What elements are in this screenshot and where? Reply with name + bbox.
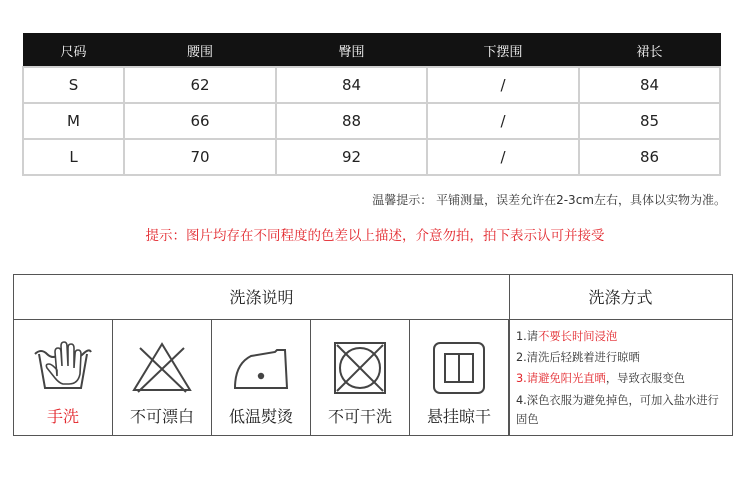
table-row xyxy=(23,139,720,175)
header-waist: 腰围 xyxy=(124,34,276,68)
low-iron-label: 低温熨烫 xyxy=(228,407,293,426)
color-difference-hint: 提示：图片均存在不同程度的色差以上描述，介意勿拍，拍下表示认可并接受 xyxy=(145,228,605,244)
care-icon-cell xyxy=(212,320,311,435)
table-cell: 88 xyxy=(276,103,427,139)
header-size: 尺码 xyxy=(23,34,124,68)
instruction-text: ，导致衣服变色 xyxy=(605,372,685,385)
table-row xyxy=(23,67,720,103)
care-icon-cell xyxy=(311,320,410,435)
table-cell: M xyxy=(23,103,124,139)
table-cell: 86 xyxy=(579,139,720,175)
instruction-highlight: 不要长时间浸泡 xyxy=(538,330,618,343)
list-item xyxy=(516,368,726,389)
hang-dry-icon xyxy=(427,340,491,396)
instruction-highlight: 3.请避免阳光直晒 xyxy=(516,372,606,385)
list-item: 4.深色衣服为避免掉色，可加入盐水进行固色 xyxy=(516,394,719,426)
care-instructions-panel xyxy=(13,274,733,436)
header-hem: 下摆围 xyxy=(427,34,579,68)
table-cell: 66 xyxy=(124,103,276,139)
header-length: 裙长 xyxy=(579,34,720,68)
table-cell: 84 xyxy=(579,67,720,103)
hang-dry-label: 悬挂晾干 xyxy=(426,407,491,426)
table-cell: / xyxy=(427,103,579,139)
no-bleach-label: 不可漂白 xyxy=(129,407,194,426)
hand-wash-icon xyxy=(31,340,95,396)
size-table xyxy=(22,33,721,176)
hand-wash-label: 手洗 xyxy=(46,407,79,426)
table-cell: / xyxy=(427,67,579,103)
washing-method-list xyxy=(516,326,726,429)
no-dry-clean-label: 不可干洗 xyxy=(327,407,392,426)
table-cell: 70 xyxy=(124,139,276,175)
washing-instructions-title: 洗涤说明 xyxy=(14,275,509,320)
header-hip: 臀围 xyxy=(276,34,427,68)
measurement-note: 温馨提示： 平铺测量，误差允许在2-3cm左右，具体以实物为准。 xyxy=(372,193,726,207)
list-item: 2.清洗后轻跳着进行晾晒 xyxy=(516,351,640,364)
table-cell: / xyxy=(427,139,579,175)
instruction-text: 1.请 xyxy=(516,330,539,343)
table-cell: 84 xyxy=(276,67,427,103)
care-icon-cell xyxy=(113,320,212,435)
table-cell: 85 xyxy=(579,103,720,139)
washing-method-title: 洗涤方式 xyxy=(509,275,732,320)
table-row xyxy=(23,103,720,139)
table-cell: L xyxy=(23,139,124,175)
care-icon-cell xyxy=(14,320,113,435)
care-icon-cell xyxy=(410,320,509,435)
list-item xyxy=(516,326,726,347)
table-cell: S xyxy=(23,67,124,103)
low-iron-icon xyxy=(229,340,293,396)
no-dry-clean-icon xyxy=(328,340,392,396)
table-cell: 92 xyxy=(276,139,427,175)
no-bleach-icon xyxy=(130,340,194,396)
table-cell: 62 xyxy=(124,67,276,103)
size-table-header-row xyxy=(23,34,720,68)
